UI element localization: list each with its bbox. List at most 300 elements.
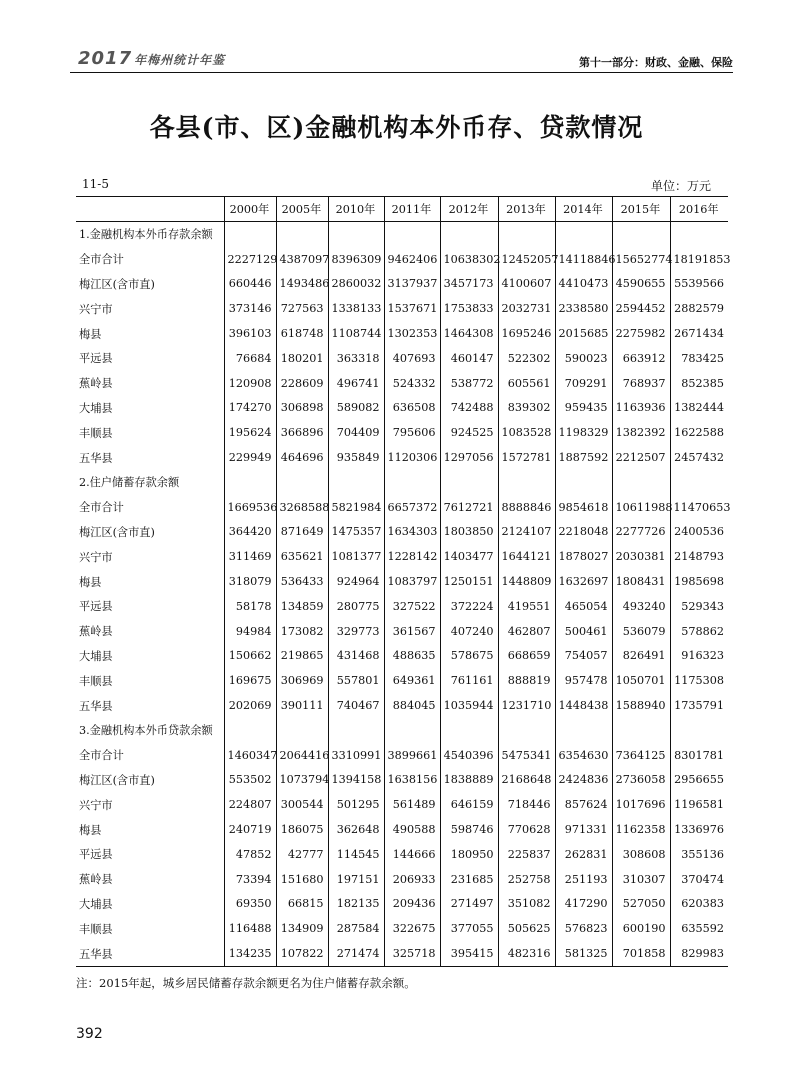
value-cell <box>612 718 670 743</box>
value-cell <box>555 222 612 247</box>
value-cell: 871649 <box>276 520 328 545</box>
value-cell: 2277726 <box>612 520 670 545</box>
value-cell: 2212507 <box>612 445 670 470</box>
header-cell-year: 2013年 <box>498 197 555 222</box>
value-cell: 829983 <box>670 941 728 966</box>
value-cell: 195624 <box>224 420 276 445</box>
value-cell: 1302353 <box>384 321 440 346</box>
value-cell: 308608 <box>612 842 670 867</box>
value-cell: 4410473 <box>555 272 612 297</box>
table-row <box>76 867 728 892</box>
value-cell: 362648 <box>328 817 384 842</box>
value-cell: 718446 <box>498 792 555 817</box>
value-cell <box>555 470 612 495</box>
value-cell: 325718 <box>384 941 440 966</box>
value-cell: 8888846 <box>498 495 555 520</box>
value-cell: 1081377 <box>328 544 384 569</box>
row-label: 五华县 <box>79 451 113 465</box>
value-cell: 1644121 <box>498 544 555 569</box>
value-cell: 69350 <box>224 892 276 917</box>
table-code: 11-5 <box>82 177 109 191</box>
table-row <box>76 247 728 272</box>
value-cell: 1017696 <box>612 792 670 817</box>
table-row <box>76 892 728 917</box>
value-cell: 522302 <box>498 346 555 371</box>
row-label: 梅江区(含市直) <box>79 525 155 539</box>
page-number: 392 <box>76 1026 103 1042</box>
value-cell: 4387097 <box>276 247 328 272</box>
header-cell-year: 2016年 <box>670 197 728 222</box>
value-cell <box>224 718 276 743</box>
value-cell: 924964 <box>328 569 384 594</box>
value-cell: 740467 <box>328 693 384 718</box>
value-cell: 493240 <box>612 594 670 619</box>
row-label: 梅江区(含市直) <box>79 277 155 291</box>
row-label: 蕉岭县 <box>79 873 113 887</box>
value-cell: 576823 <box>555 916 612 941</box>
value-cell <box>440 718 498 743</box>
value-cell: 501295 <box>328 792 384 817</box>
value-cell: 561489 <box>384 792 440 817</box>
value-cell: 407693 <box>384 346 440 371</box>
value-cell <box>276 470 328 495</box>
value-cell: 134909 <box>276 916 328 941</box>
table-row <box>76 544 728 569</box>
value-cell: 581325 <box>555 941 612 966</box>
value-cell: 2736058 <box>612 768 670 793</box>
value-cell: 2400536 <box>670 520 728 545</box>
table-row <box>76 718 728 743</box>
value-cell: 18191853 <box>670 247 728 272</box>
yearbook-name: 年梅州统计年鉴 <box>134 53 226 67</box>
yearbook-title <box>78 48 225 69</box>
value-cell: 2032731 <box>498 296 555 321</box>
header-cell-year: 2012年 <box>440 197 498 222</box>
value-cell: 2124107 <box>498 520 555 545</box>
value-cell: 600190 <box>612 916 670 941</box>
value-cell: 12452057 <box>498 247 555 272</box>
value-cell: 649361 <box>384 668 440 693</box>
value-cell: 1572781 <box>498 445 555 470</box>
value-cell: 1638156 <box>384 768 440 793</box>
value-cell: 1753833 <box>440 296 498 321</box>
value-cell <box>384 718 440 743</box>
value-cell: 47852 <box>224 842 276 867</box>
value-cell: 795606 <box>384 420 440 445</box>
row-label: 大埔县 <box>79 649 113 663</box>
value-cell: 351082 <box>498 892 555 917</box>
value-cell: 1448809 <box>498 569 555 594</box>
value-cell: 536433 <box>276 569 328 594</box>
value-cell: 361567 <box>384 619 440 644</box>
table-row <box>76 668 728 693</box>
value-cell: 173082 <box>276 619 328 644</box>
value-cell <box>440 222 498 247</box>
value-cell: 355136 <box>670 842 728 867</box>
value-cell: 14118846 <box>555 247 612 272</box>
value-cell: 8396309 <box>328 247 384 272</box>
value-cell <box>612 222 670 247</box>
value-cell: 2227129 <box>224 247 276 272</box>
value-cell: 94984 <box>224 619 276 644</box>
value-cell: 1808431 <box>612 569 670 594</box>
table-unit: 单位：万元 <box>650 179 711 193</box>
value-cell: 120908 <box>224 371 276 396</box>
header-cell-label <box>76 197 224 222</box>
value-cell: 1050701 <box>612 668 670 693</box>
value-cell: 1175308 <box>670 668 728 693</box>
value-cell: 1448438 <box>555 693 612 718</box>
value-cell: 364420 <box>224 520 276 545</box>
value-cell: 2015685 <box>555 321 612 346</box>
value-cell: 761161 <box>440 668 498 693</box>
row-label: 五华县 <box>76 941 224 966</box>
footnote: 注：2015年起，城乡居民储蓄存款余额更名为住户储蓄存款余额。 <box>76 976 416 990</box>
value-cell: 618748 <box>276 321 328 346</box>
value-cell: 169675 <box>224 668 276 693</box>
value-cell: 1735791 <box>670 693 728 718</box>
value-cell: 4590655 <box>612 272 670 297</box>
value-cell <box>384 470 440 495</box>
row-label: 蕉岭县 <box>79 377 113 391</box>
value-cell: 635592 <box>670 916 728 941</box>
value-cell: 252758 <box>498 867 555 892</box>
row-label: 梅江区(含市直) <box>79 773 155 787</box>
value-cell: 229949 <box>224 445 276 470</box>
value-cell: 754057 <box>555 644 612 669</box>
value-cell: 431468 <box>328 644 384 669</box>
value-cell: 553502 <box>224 768 276 793</box>
value-cell: 2168648 <box>498 768 555 793</box>
value-cell: 6354630 <box>555 743 612 768</box>
value-cell: 1196581 <box>670 792 728 817</box>
value-cell: 306969 <box>276 668 328 693</box>
row-label: 丰顺县 <box>79 426 113 440</box>
value-cell: 114545 <box>328 842 384 867</box>
value-cell: 888819 <box>498 668 555 693</box>
value-cell: 306898 <box>276 396 328 421</box>
row-label: 平远县 <box>79 600 113 614</box>
row-label: 蕉岭县 <box>79 625 113 639</box>
value-cell <box>612 470 670 495</box>
value-cell: 2275982 <box>612 321 670 346</box>
value-cell: 1228142 <box>384 544 440 569</box>
value-cell: 134235 <box>224 941 276 966</box>
table-row <box>76 222 728 247</box>
row-label: 全市合计 <box>79 749 124 763</box>
value-cell: 9854618 <box>555 495 612 520</box>
value-cell: 1887592 <box>555 445 612 470</box>
value-cell: 2860032 <box>328 272 384 297</box>
table-row <box>76 768 728 793</box>
value-cell: 536079 <box>612 619 670 644</box>
value-cell: 5821984 <box>328 495 384 520</box>
value-cell: 1394158 <box>328 768 384 793</box>
value-cell: 1162358 <box>612 817 670 842</box>
header-cell-year: 2000年 <box>224 197 276 222</box>
table-row <box>76 594 728 619</box>
value-cell: 9462406 <box>384 247 440 272</box>
table-row <box>76 792 728 817</box>
table-row <box>76 420 728 445</box>
value-cell: 1297056 <box>440 445 498 470</box>
data-table <box>76 196 731 967</box>
value-cell: 500461 <box>555 619 612 644</box>
value-cell: 727563 <box>276 296 328 321</box>
table-row <box>76 470 728 495</box>
value-cell: 1083797 <box>384 569 440 594</box>
value-cell: 1382392 <box>612 420 670 445</box>
value-cell: 396103 <box>224 321 276 346</box>
row-label: 五华县 <box>79 699 113 713</box>
value-cell: 419551 <box>498 594 555 619</box>
value-cell: 462807 <box>498 619 555 644</box>
value-cell: 1120306 <box>384 445 440 470</box>
value-cell: 11470653 <box>670 495 728 520</box>
value-cell: 857624 <box>555 792 612 817</box>
table-row <box>76 693 728 718</box>
table-row <box>76 396 728 421</box>
row-label: 丰顺县 <box>79 674 113 688</box>
value-cell: 2338580 <box>555 296 612 321</box>
value-cell: 1985698 <box>670 569 728 594</box>
row-label: 2.住户储蓄存款余额 <box>79 476 180 490</box>
value-cell <box>328 718 384 743</box>
row-label: 兴宁市 <box>79 798 113 812</box>
value-cell: 701858 <box>612 941 670 966</box>
value-cell: 1083528 <box>498 420 555 445</box>
value-cell: 704409 <box>328 420 384 445</box>
value-cell: 884045 <box>384 693 440 718</box>
value-cell: 4100607 <box>498 272 555 297</box>
value-cell: 578675 <box>440 644 498 669</box>
value-cell: 280775 <box>328 594 384 619</box>
table-row <box>76 520 728 545</box>
value-cell: 464696 <box>276 445 328 470</box>
value-cell: 605561 <box>498 371 555 396</box>
table-row <box>76 296 728 321</box>
value-cell: 1336976 <box>670 817 728 842</box>
value-cell <box>384 222 440 247</box>
value-cell: 372224 <box>440 594 498 619</box>
value-cell: 73394 <box>224 867 276 892</box>
value-cell <box>555 718 612 743</box>
value-cell <box>276 222 328 247</box>
value-cell: 327522 <box>384 594 440 619</box>
value-cell: 311469 <box>224 544 276 569</box>
header-cell-year: 2011年 <box>384 197 440 222</box>
page-title: 各县(市、区)金融机构本外币存、贷款情况 <box>149 113 644 142</box>
value-cell: 262831 <box>555 842 612 867</box>
value-cell: 1632697 <box>555 569 612 594</box>
header-cell-year: 2010年 <box>328 197 384 222</box>
value-cell: 66815 <box>276 892 328 917</box>
value-cell: 1878027 <box>555 544 612 569</box>
value-cell: 76684 <box>224 346 276 371</box>
value-cell: 1695246 <box>498 321 555 346</box>
value-cell: 224807 <box>224 792 276 817</box>
value-cell: 116488 <box>224 916 276 941</box>
row-label: 平远县 <box>79 352 113 366</box>
value-cell: 1838889 <box>440 768 498 793</box>
value-cell: 1403477 <box>440 544 498 569</box>
value-cell <box>224 470 276 495</box>
value-cell: 768937 <box>612 371 670 396</box>
value-cell: 1250151 <box>440 569 498 594</box>
value-cell: 663912 <box>612 346 670 371</box>
value-cell: 390111 <box>276 693 328 718</box>
value-cell: 505625 <box>498 916 555 941</box>
value-cell: 271497 <box>440 892 498 917</box>
value-cell: 1231710 <box>498 693 555 718</box>
value-cell: 5475341 <box>498 743 555 768</box>
value-cell: 228609 <box>276 371 328 396</box>
value-cell: 2148793 <box>670 544 728 569</box>
row-label: 梅县 <box>79 575 102 589</box>
value-cell: 1622588 <box>670 420 728 445</box>
value-cell: 5539566 <box>670 272 728 297</box>
value-cell: 852385 <box>670 371 728 396</box>
value-cell: 660446 <box>224 272 276 297</box>
value-cell: 465054 <box>555 594 612 619</box>
value-cell: 150662 <box>224 644 276 669</box>
value-cell: 197151 <box>328 867 384 892</box>
value-cell: 174270 <box>224 396 276 421</box>
value-cell: 1338133 <box>328 296 384 321</box>
value-cell: 2956655 <box>670 768 728 793</box>
value-cell: 180201 <box>276 346 328 371</box>
value-cell: 1803850 <box>440 520 498 545</box>
value-cell: 916323 <box>670 644 728 669</box>
row-label: 1.金融机构本外币存款余额 <box>79 228 213 242</box>
value-cell: 1108744 <box>328 321 384 346</box>
table-header-row <box>76 197 728 222</box>
value-cell: 557801 <box>328 668 384 693</box>
value-cell: 3899661 <box>384 743 440 768</box>
value-cell: 2064416 <box>276 743 328 768</box>
value-cell: 8301781 <box>670 743 728 768</box>
row-label: 平远县 <box>79 848 113 862</box>
page-header <box>0 0 793 42</box>
value-cell: 310307 <box>612 867 670 892</box>
table-row <box>76 941 728 966</box>
row-label: 全市合计 <box>79 253 124 267</box>
value-cell <box>670 718 728 743</box>
value-cell: 2218048 <box>555 520 612 545</box>
row-label: 丰顺县 <box>79 922 113 936</box>
value-cell: 646159 <box>440 792 498 817</box>
header-cell-year: 2005年 <box>276 197 328 222</box>
row-label: 大埔县 <box>79 401 113 415</box>
value-cell: 971331 <box>555 817 612 842</box>
value-cell: 58178 <box>224 594 276 619</box>
table-row <box>76 371 728 396</box>
value-cell: 635621 <box>276 544 328 569</box>
value-cell: 1634303 <box>384 520 440 545</box>
value-cell: 231685 <box>440 867 498 892</box>
value-cell: 186075 <box>276 817 328 842</box>
value-cell: 251193 <box>555 867 612 892</box>
value-cell: 490588 <box>384 817 440 842</box>
value-cell: 620383 <box>670 892 728 917</box>
table-row <box>76 321 728 346</box>
value-cell: 529343 <box>670 594 728 619</box>
table-row <box>76 842 728 867</box>
value-cell: 636508 <box>384 396 440 421</box>
value-cell: 2882579 <box>670 296 728 321</box>
value-cell: 3137937 <box>384 272 440 297</box>
value-cell: 1537671 <box>384 296 440 321</box>
value-cell: 770628 <box>498 817 555 842</box>
table-row <box>76 346 728 371</box>
value-cell: 144666 <box>384 842 440 867</box>
table-row <box>76 272 728 297</box>
table-row <box>76 743 728 768</box>
value-cell: 460147 <box>440 346 498 371</box>
value-cell <box>224 222 276 247</box>
value-cell: 3310991 <box>328 743 384 768</box>
value-cell: 496741 <box>328 371 384 396</box>
value-cell: 839302 <box>498 396 555 421</box>
value-cell: 287584 <box>328 916 384 941</box>
value-cell: 219865 <box>276 644 328 669</box>
value-cell: 6657372 <box>384 495 440 520</box>
row-label: 兴宁市 <box>79 302 113 316</box>
table-row <box>76 495 728 520</box>
value-cell: 2671434 <box>670 321 728 346</box>
value-cell: 417290 <box>555 892 612 917</box>
value-cell: 957478 <box>555 668 612 693</box>
value-cell: 1493486 <box>276 272 328 297</box>
value-cell: 182135 <box>328 892 384 917</box>
value-cell: 107822 <box>276 941 328 966</box>
table-row <box>76 619 728 644</box>
value-cell: 180950 <box>440 842 498 867</box>
value-cell: 366896 <box>276 420 328 445</box>
value-cell: 783425 <box>670 346 728 371</box>
value-cell: 4540396 <box>440 743 498 768</box>
value-cell: 10638302 <box>440 247 498 272</box>
value-cell <box>440 470 498 495</box>
value-cell: 42777 <box>276 842 328 867</box>
value-cell: 240719 <box>224 817 276 842</box>
value-cell <box>498 222 555 247</box>
value-cell: 1460347 <box>224 743 276 768</box>
row-label: 大埔县 <box>79 897 113 911</box>
value-cell: 2594452 <box>612 296 670 321</box>
value-cell: 924525 <box>440 420 498 445</box>
value-cell <box>670 222 728 247</box>
value-cell: 322675 <box>384 916 440 941</box>
table-row <box>76 644 728 669</box>
value-cell: 3457173 <box>440 272 498 297</box>
value-cell: 527050 <box>612 892 670 917</box>
value-cell: 590023 <box>555 346 612 371</box>
value-cell: 935849 <box>328 445 384 470</box>
value-cell <box>498 470 555 495</box>
value-cell: 1198329 <box>555 420 612 445</box>
value-cell: 1073794 <box>276 768 328 793</box>
value-cell: 151680 <box>276 867 328 892</box>
header-divider <box>70 72 733 73</box>
value-cell: 407240 <box>440 619 498 644</box>
value-cell <box>276 718 328 743</box>
value-cell: 370474 <box>670 867 728 892</box>
value-cell: 209436 <box>384 892 440 917</box>
value-cell: 15652774 <box>612 247 670 272</box>
row-label: 梅县 <box>79 823 102 837</box>
value-cell: 318079 <box>224 569 276 594</box>
